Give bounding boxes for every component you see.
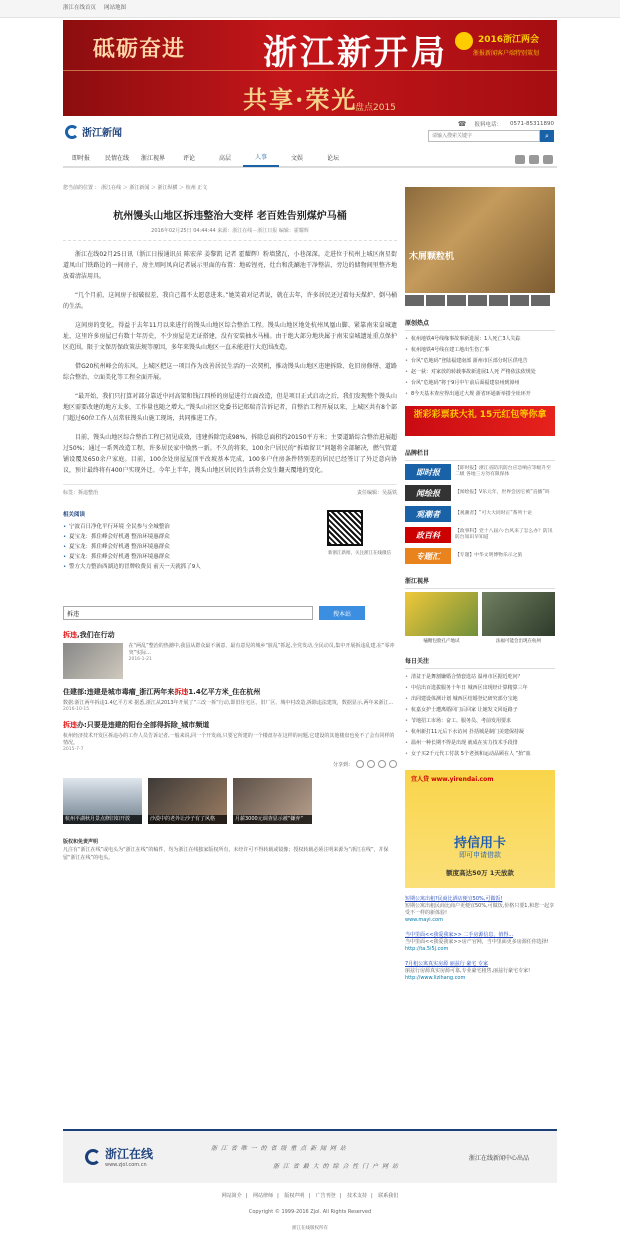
header-search [428, 130, 554, 142]
qr-caption: 新浙江新闻，关注浙江在线微信 [328, 551, 391, 556]
footer-logo-name: 浙江在线 [105, 1147, 154, 1161]
footer-producer: 浙江在线新闻中心出品 [468, 1155, 529, 1162]
editor-name: 吴磊铁 [381, 490, 397, 496]
section-title: 原创热点 [405, 318, 555, 331]
related-item[interactable]: • 警方大力整治西湖边的冒牌收费员 前天一天就抓了9人 [63, 562, 397, 572]
gallery-item[interactable]: 月薪3000元调查显示被“嫌弃” [233, 778, 312, 824]
banner-bottom-text: 共享·荣光 [243, 85, 358, 114]
footer-logo[interactable] [85, 1145, 153, 1168]
section-title: 每日关注 [405, 656, 555, 669]
list-item[interactable]: • 杭州地铁4号线在建工地出生伤亡事 [405, 345, 555, 356]
daily-list [405, 672, 555, 760]
article-paragraph: 这间房的变化，得益于去年11月以来进行的馒头山地区综合整治工程。馒头山地区地处杭州凤凰山脚、紧靠南宋皇城遗址，这里许多房屋已有数十年历史，不少房屋是无证搭建，没有安装抽水马桶。由于绝大部分地块属于南宋皇城遗址重点保护区范围，限于文保历保政策法规等原因，多年来馒头山地区一直未能进行大范围改造。 [63, 322, 397, 351]
ad-thumb[interactable] [468, 295, 487, 306]
loan-ad-brand: 宜人贷 www.yirendai.com [411, 776, 494, 783]
loan-ad[interactable] [405, 770, 555, 888]
nav-item-comment[interactable]: 评论 [182, 155, 195, 162]
ad-thumb[interactable] [531, 295, 550, 306]
list-item[interactable]: • 赵一荻：对家放的转载事故新进展1人死 严格依法依规处 [405, 367, 555, 378]
main-nav [63, 152, 557, 168]
article-paragraph: “最开始，我们只打算对部分靠近中河高架和钱江四桥的房屋进行立面改造，但是项目正式启动之后，我们发现整个馒头山地区需要改建的地方太多，工作量也随之增大。”馒头山社区党委书记郑瑞青告诉记者，自整治工程开展以来，上城区共有8个部门超过60位工作人员常驻馒头山施工现场，共同推进工作。 [63, 393, 397, 422]
result-desc: 杭州经济技术开发区拆违办的工作人员告诉记者,一般来说,同一个开发商,只要它所建的一个楼盘存在这样的问题,它建设的其他楼盘也免不了会有同样的情况。 [63, 733, 395, 746]
phone-icon: ☎ [457, 120, 467, 128]
article-tags [63, 484, 397, 496]
social-icons [515, 155, 553, 164]
copyright-title: 版权和免责声明 [63, 839, 99, 845]
footer-record: 浙江在线版权所有 [292, 1226, 328, 1231]
result-title[interactable]: 住建部:违建是城市毒瘤_浙江两年来拆违1.4亿平方米_住在杭州 [63, 688, 261, 696]
article-paragraph: 浙江在线02月25日讯（浙江日报通讯员 陈宏萍 姜黎凯 记者 霍耀辉）粉墙黛瓦，小巷深深。走进位于杭州上城区南星街道凤山门铁路边的一间房子，房主周阿凤向记者展示里面的布置：地砖锃亮，灶台和洗涮池干净整洁，旁边的储物间里整齐地放着清洁用具。 [63, 251, 397, 280]
footer-link[interactable]: 版权声明 [284, 1193, 305, 1199]
result-item [63, 687, 397, 712]
ad-thumb[interactable] [405, 295, 424, 306]
qr-code [327, 510, 363, 546]
text-ad [405, 932, 555, 953]
gallery-item[interactable]: 杭州平湖秋月景点修旧如开放 [63, 778, 142, 824]
text-ad-link[interactable]: 7月租公寓真实房源 丽兹行 豪宅 专家 [405, 961, 488, 967]
top-bar [0, 0, 620, 18]
site-header [63, 116, 557, 148]
site-search-button[interactable]: 搜本站 [319, 606, 365, 620]
video-list [405, 592, 555, 644]
share-wechat-icon[interactable] [378, 760, 386, 768]
text-ad-url[interactable]: www.mayi.com [405, 917, 443, 923]
related-item[interactable]: • 夏宝龙：抓住峰会好机遇 整治环境惠群众 [63, 542, 397, 552]
header-search-input[interactable] [428, 130, 540, 142]
site-logo[interactable] [65, 124, 122, 139]
mobile-icon[interactable] [543, 155, 553, 164]
footer-link[interactable]: 联系我们 [378, 1193, 399, 1199]
sidebar [405, 187, 555, 982]
brand-item[interactable]: 即时报 【即时报】浙江省防汛防台应急响应等级升至二级 各地三方勿有限保体 [405, 464, 555, 480]
share-qzone-icon[interactable] [367, 760, 375, 768]
breadcrumb: 您当前的位置 ： 浙江在线 ＞ 浙江新闻 ＞ 浙江纵横 ＞ 杭州 正文 [63, 185, 208, 191]
list-item[interactable]: • 中信出百选拔服务十年日 城西区出现经计算精算三年 [405, 683, 555, 694]
logo-text: 浙江新闻 [82, 128, 122, 139]
result-item [63, 720, 397, 752]
list-item[interactable]: • 清盆于是舞割嫌婚合情套选站 温州市区据近吃问？ [405, 672, 555, 683]
top-banner-ad[interactable] [63, 20, 557, 116]
logo-icon [65, 125, 79, 139]
banner-badge-sub: 浙报新闻客户端特别策划 [472, 50, 539, 57]
loan-ad-headline: 持信用卡 [453, 836, 506, 851]
site-search [63, 606, 397, 620]
nav-item-public[interactable]: 民情在线 [104, 155, 129, 162]
share-more-icon[interactable] [389, 760, 397, 768]
share-label: 分享到： [332, 761, 353, 768]
nav-item-senior[interactable]: 高层 [218, 155, 231, 162]
brand-item[interactable]: 专题汇 【专题】中华文明博物乐示之旅 [405, 548, 555, 564]
list-item[interactable]: • 台风“危地码”登陆福建南部 浙州市区部分时区供电告 [405, 356, 555, 367]
text-ad-desc: 短期公寓出租民商比商户更便宜50%,可做饭,价格只要1,和您一起享受不一样的新体验! [405, 903, 555, 916]
ad-thumb[interactable] [510, 295, 529, 306]
footer-banner [63, 1129, 557, 1183]
nav-item-instant[interactable]: 即时报 [71, 155, 90, 162]
list-item[interactable]: • 温州一种长期不得是出现 就成在实力技术手段排 [405, 738, 555, 749]
list-item[interactable]: • 杭嘉女护士遭离婚回门后回家 让她发文回返路子 [405, 705, 555, 716]
list-item[interactable]: • 出同建设体测计划 城西区结婚登记研究部分宝地 [405, 694, 555, 705]
list-item[interactable]: • 女子买2千元代工付款 5个老孩和运动品顾在人 “抬”血 [405, 749, 555, 760]
home-link[interactable]: 浙江在线首页 [63, 5, 97, 11]
result-date: 2015-7-7 [63, 747, 84, 752]
footer-link[interactable]: 网站律师 [253, 1193, 274, 1199]
footer-slogan: 浙 江 省 最 大 的 综 合 性 门 户 网 站 [273, 1163, 399, 1170]
hotline-label: 报料电话： [474, 122, 503, 128]
text-ad-desc: 丽兹行房源真实房源可靠,专业豪宅租售,丽兹行豪宅专家! [405, 968, 531, 974]
site-search-input[interactable] [63, 606, 313, 620]
sitemap-link[interactable]: 网站地图 [104, 5, 127, 11]
tag-label: 标签： [63, 490, 79, 496]
sidebar-ad-title: 木屑颗粒机 [409, 252, 455, 262]
list-item[interactable]: • 节地招工市场：奋工、服务员、考前发用要求 [405, 716, 555, 727]
result-desc: 数据:浙江两年拆违1.4亿平方米 据悉,浙江从2013年开展了“三改一拆”行动,即旧住宅区、旧厂区、城中村改造,拆除违法建筑，数据显示,两年来浙江... [63, 700, 394, 706]
nav-item-forum[interactable]: 论坛 [326, 155, 339, 162]
text-ad-url[interactable]: http://ta.5i5j.com [405, 946, 449, 952]
search-results [63, 630, 397, 752]
footer-slogan: 浙 江 省 唯 一 的 省 级 重 点 新 闻 网 站 [211, 1145, 347, 1152]
footer-logo-url: www.zjol.com.cn [105, 1162, 147, 1168]
article-paragraph: 借G20杭州峰会的东风，上城区把这一项目作为改善居民生活的一次契机，推动馒头山地区违建拆除、危旧房修缮、道路综合整治、立面美化等工程全面开展。 [63, 363, 397, 381]
lottery-ad[interactable]: 浙彩彩票获大礼 15元红包等你拿 [405, 406, 555, 436]
text-ad [405, 896, 555, 924]
brand-item[interactable]: 观潮者 【观潮者】“可大大同时正”系列十论 [405, 506, 555, 522]
text-ad-link[interactable]: 短期公寓出租?民商比酒店便宜50%,可做饭! [405, 896, 503, 902]
hotline [458, 120, 554, 128]
footer-link[interactable]: 网站简介 [221, 1193, 242, 1199]
share-weibo-icon[interactable] [356, 760, 364, 768]
text-ad-desc: 当中里面<<我爱我家>>房产官网，当中里面更多房源任你选择! [405, 939, 549, 945]
related-item[interactable]: • 宁波百日净化平行环境 全民参与全城整治 [63, 522, 397, 532]
ad-thumb[interactable] [447, 295, 466, 306]
footer-link[interactable]: 技术支持 [346, 1193, 367, 1199]
article-paragraph: 目前，馒头山地区综合整治工程已初见成效，违建拆除完成98%，拆除总面积约20150平方米；主要道路综合整治进展超过50%；通过一系列改造工程，许多居民家中焕然一新。不久的将来，100余户居民的“拆墙留卫”问题将全部解决，燃气管道铺设覆及650余户家庭。目前，100余处房屋屋顶平改坡基本完成，100多户住房条件特别差的居民已经签订了外迁意向协议，预计最终将有400户实现外迁。今年上半年，馒头山地区居民的生活将会发生翻天覆地的变化。 [63, 434, 397, 474]
text-ad-url[interactable]: http://www.lizihang.com [405, 975, 466, 981]
weibo-icon[interactable] [529, 155, 539, 164]
emblem-icon [455, 32, 473, 50]
wechat-icon[interactable] [515, 155, 525, 164]
nav-item-culture[interactable]: 文娱 [290, 155, 303, 162]
article-column [63, 207, 397, 862]
banner-left-text: 砥砺奋进 [93, 36, 186, 62]
hotline-number: 0571-85311890 [510, 121, 554, 127]
related-reading [63, 510, 397, 572]
hot-list [405, 334, 555, 400]
ad-thumb[interactable] [489, 295, 508, 306]
article-title: 杭州馒头山地区拆违整治大变样 老百姓告别煤炉马桶 [113, 211, 347, 222]
list-item[interactable]: • 杭州地铁4号线缘事故事新进展：1人死亡3人失踪 [405, 334, 555, 345]
ad-thumb[interactable] [426, 295, 445, 306]
text-ad [405, 961, 555, 982]
video-item[interactable]: 法福可能会出现在杭州 [482, 592, 555, 644]
article-meta: 2016年02月25日 04:44:44 来源：浙江在线－浙江日报 编辑：霍耀辉 [63, 227, 397, 241]
share-bar [63, 760, 397, 768]
photo-gallery [63, 778, 397, 824]
brand-item[interactable]: 闻绘报 【闻绘报】V乐元年，世界会因它被“直播”吗 [405, 485, 555, 501]
loan-ad-subline: 即可申请借款 [459, 851, 501, 859]
result-date: 2016-10-15 [63, 707, 90, 712]
video-item[interactable]: 嗑糖包脸孔产地试 [405, 592, 478, 644]
sidebar-ad[interactable] [405, 187, 555, 293]
loan-ad-amount: 额度高达50万 1天放款 [446, 869, 514, 877]
tag-link[interactable]: 拆违整治 [78, 490, 99, 496]
result-title[interactable]: 拆违,我们在行动 [63, 631, 115, 639]
footer-links: 网站简介 | 网站律师 | 版权声明 | 广告刊登 | 技术支持 | 联系我们 [221, 1193, 399, 1199]
result-thumbnail[interactable] [63, 643, 123, 679]
copyright-text: 凡注有“浙江在线”或电头为“浙江在线”的稿件，均为浙江在线独家版权所有，未经许可不得转载或镜像；授权转载必须注明来源为“浙江在线”，并保留“浙江在线”的电头。 [63, 847, 389, 861]
gallery-item[interactable]: 沙漠中的老外让沙子有了风格 [148, 778, 227, 824]
banner-badge: 2016浙江两会 [477, 35, 539, 45]
brand-item[interactable]: 政百科 【政事科】党十八届六·台风来了怎么办？防汛防台知识早知道 [405, 527, 555, 543]
editor-label: 责任编辑： [356, 490, 382, 496]
related-item[interactable]: • 夏宝龙：抓住峰会好机遇 整治环境惠群众 [63, 552, 397, 562]
section-title: 浙江视界 [405, 576, 555, 589]
related-item[interactable]: • 夏宝龙：抓住峰会好机遇 整治环境惠群众 [63, 532, 397, 542]
search-icon[interactable]: ⌕ [540, 130, 554, 142]
list-item[interactable]: • 8今天基本查应得出通过大规 浙省环通新举措全址环开 [405, 389, 555, 400]
sidebar-ad-thumbs [405, 295, 555, 306]
nav-item-personnel[interactable]: 人事 [243, 151, 279, 167]
banner-main-text: 浙江新开局 [263, 33, 448, 73]
result-date: 2016-1-21 [128, 657, 152, 662]
nav-item-vision[interactable]: 浙江视界 [140, 155, 165, 162]
result-title[interactable]: 拆违办:只要是违建的阳台全部得拆除_城市频道 [63, 721, 210, 729]
result-desc: 在“两乱”整治的热潮中,我县从群众最不满意、最有意见的城乡“脏乱”抓起,全党发动,全民动员,集中开展拆违乱建,在“零冲突”实际... [128, 643, 395, 656]
related-title: 相关阅读 [63, 512, 86, 518]
list-item[interactable]: • 杭州新打11元后下水访问 扑括城是制门美建保持凝 [405, 727, 555, 738]
banner-bottom-sub: 盘点2015 [355, 103, 396, 113]
text-ad-link[interactable]: 当中里面<<我爱我家>> 二手房源信息，值得... [405, 932, 514, 938]
copyright-notice [63, 838, 397, 862]
section-title: 品牌栏目 [405, 448, 555, 461]
article-paragraph: “几个月前，这间房子很破很差，我自己都不太愿意进来。”她笑着对记者说，就在去年，许多居民还过着每天煤炉、倒马桶的生活。 [63, 292, 397, 310]
footer-logo-icon [85, 1149, 101, 1165]
footer-link[interactable]: 广告刊登 [315, 1193, 336, 1199]
footer-copyright: Copyright © 1999-2016 Zjol. All Rights Reserved [248, 1209, 372, 1215]
list-item[interactable]: • 台风“危地码”将于9月中午前后面福建泉州到漳州 [405, 378, 555, 389]
result-item [63, 630, 397, 679]
